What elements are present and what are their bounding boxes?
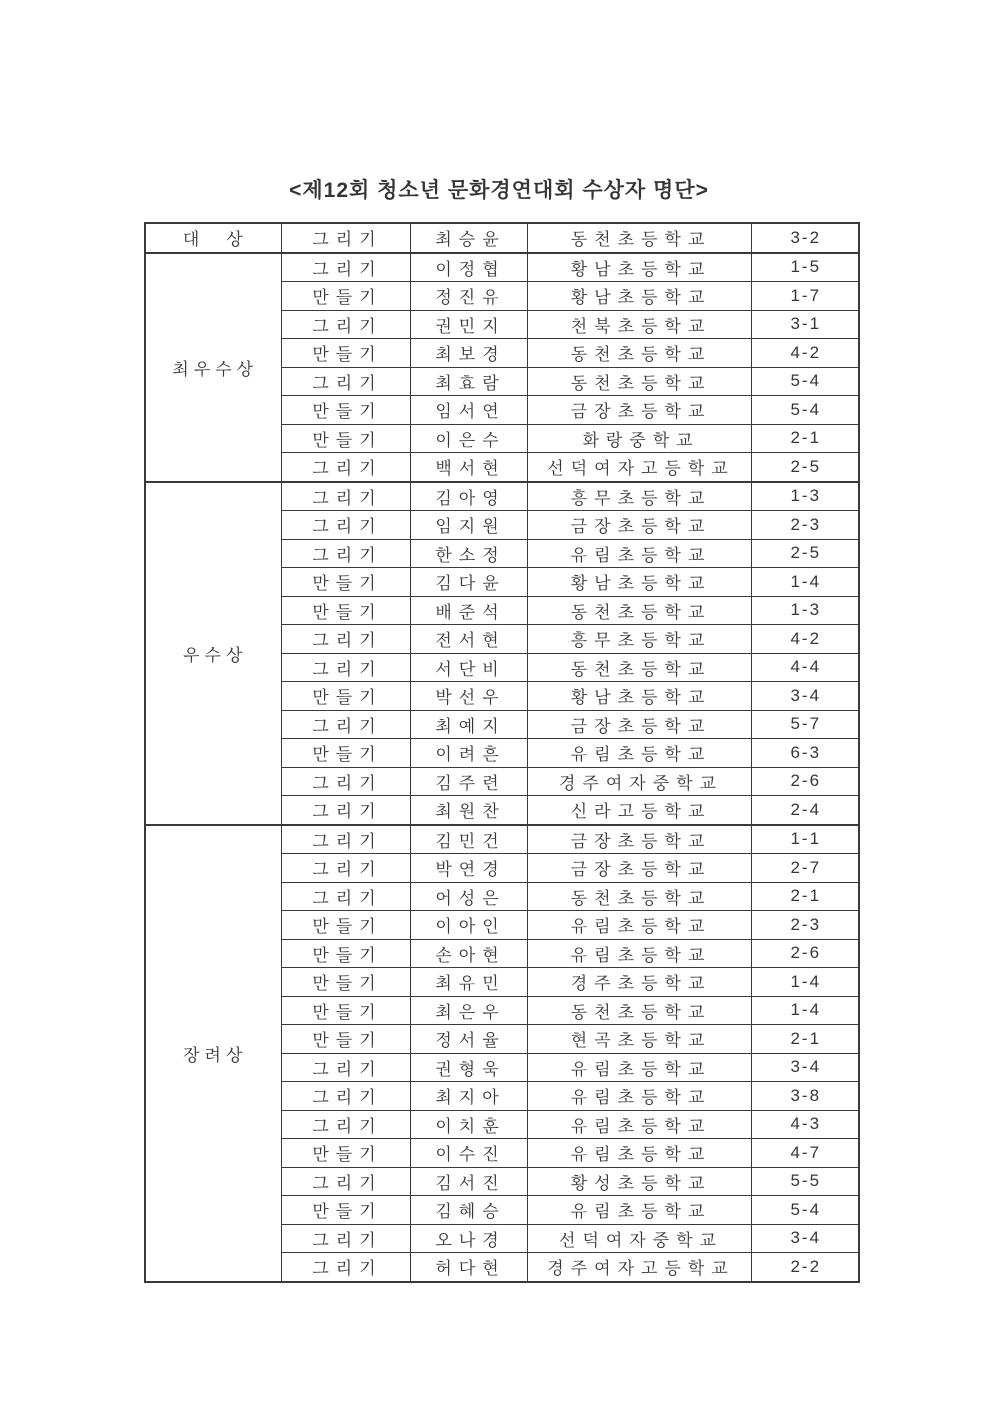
name-cell: 김다윤 xyxy=(410,568,527,597)
name-cell: 권형욱 xyxy=(410,1053,527,1082)
school-cell: 동천초등학교 xyxy=(527,367,751,396)
class-cell: 1-4 xyxy=(751,968,859,997)
class-cell: 2-6 xyxy=(751,939,859,968)
class-cell: 4-2 xyxy=(751,625,859,654)
class-cell: 4-7 xyxy=(751,1139,859,1168)
type-cell: 그리기 xyxy=(281,1253,410,1282)
table-row xyxy=(145,253,859,282)
table-row xyxy=(145,223,859,253)
class-cell: 2-3 xyxy=(751,911,859,940)
class-cell: 2-7 xyxy=(751,854,859,883)
school-cell: 유림초등학교 xyxy=(527,1082,751,1111)
name-cell: 이치훈 xyxy=(410,1110,527,1139)
name-cell: 어성은 xyxy=(410,882,527,911)
name-cell: 김민건 xyxy=(410,825,527,854)
school-cell: 유림초등학교 xyxy=(527,739,751,768)
name-cell: 허다현 xyxy=(410,1253,527,1282)
class-cell: 3-4 xyxy=(751,1224,859,1253)
school-cell: 황남초등학교 xyxy=(527,282,751,311)
award-group-cell: 대 상 xyxy=(145,223,281,253)
name-cell: 임서연 xyxy=(410,396,527,425)
school-cell: 금장초등학교 xyxy=(527,396,751,425)
school-cell: 경주여자중학교 xyxy=(527,767,751,796)
school-cell: 동천초등학교 xyxy=(527,653,751,682)
type-cell: 그리기 xyxy=(281,710,410,739)
class-cell: 1-4 xyxy=(751,568,859,597)
name-cell: 이수진 xyxy=(410,1139,527,1168)
class-cell: 4-2 xyxy=(751,339,859,368)
name-cell: 최예지 xyxy=(410,710,527,739)
school-cell: 유림초등학교 xyxy=(527,1053,751,1082)
table-row xyxy=(145,482,859,511)
name-cell: 정서율 xyxy=(410,1025,527,1054)
type-cell: 그리기 xyxy=(281,482,410,511)
school-cell: 화랑중학교 xyxy=(527,424,751,453)
class-cell: 3-2 xyxy=(751,223,859,253)
type-cell: 그리기 xyxy=(281,1224,410,1253)
type-cell: 만들기 xyxy=(281,996,410,1025)
type-cell: 그리기 xyxy=(281,825,410,854)
type-cell: 그리기 xyxy=(281,796,410,825)
type-cell: 만들기 xyxy=(281,939,410,968)
school-cell: 황성초등학교 xyxy=(527,1167,751,1196)
name-cell: 이은수 xyxy=(410,424,527,453)
type-cell: 만들기 xyxy=(281,282,410,311)
awards-table-body xyxy=(145,223,859,1282)
name-cell: 최원찬 xyxy=(410,796,527,825)
awards-table xyxy=(144,222,860,1283)
type-cell: 그리기 xyxy=(281,511,410,540)
type-cell: 만들기 xyxy=(281,911,410,940)
school-cell: 유림초등학교 xyxy=(527,1196,751,1225)
school-cell: 유림초등학교 xyxy=(527,939,751,968)
class-cell: 3-1 xyxy=(751,310,859,339)
school-cell: 금장초등학교 xyxy=(527,825,751,854)
name-cell: 박선우 xyxy=(410,682,527,711)
class-cell: 1-5 xyxy=(751,253,859,282)
name-cell: 배준석 xyxy=(410,596,527,625)
type-cell: 만들기 xyxy=(281,1196,410,1225)
name-cell: 이려흔 xyxy=(410,739,527,768)
name-cell: 서단비 xyxy=(410,653,527,682)
type-cell: 만들기 xyxy=(281,424,410,453)
name-cell: 최은우 xyxy=(410,996,527,1025)
type-cell: 만들기 xyxy=(281,739,410,768)
class-cell: 5-7 xyxy=(751,710,859,739)
class-cell: 5-4 xyxy=(751,367,859,396)
name-cell: 최유민 xyxy=(410,968,527,997)
table-row xyxy=(145,825,859,854)
name-cell: 김주련 xyxy=(410,767,527,796)
class-cell: 4-4 xyxy=(751,653,859,682)
type-cell: 그리기 xyxy=(281,625,410,654)
school-cell: 신라고등학교 xyxy=(527,796,751,825)
type-cell: 그리기 xyxy=(281,882,410,911)
type-cell: 그리기 xyxy=(281,223,410,253)
page-title: <제12회 청소년 문화경연대회 수상자 명단> xyxy=(289,179,709,202)
class-cell: 2-5 xyxy=(751,539,859,568)
type-cell: 만들기 xyxy=(281,596,410,625)
name-cell: 최보경 xyxy=(410,339,527,368)
type-cell: 만들기 xyxy=(281,1139,410,1168)
type-cell: 만들기 xyxy=(281,682,410,711)
class-cell: 2-3 xyxy=(751,511,859,540)
award-group-cell: 최우수상 xyxy=(145,253,281,482)
class-cell: 2-1 xyxy=(751,1025,859,1054)
class-cell: 1-3 xyxy=(751,596,859,625)
class-cell: 2-4 xyxy=(751,796,859,825)
name-cell: 한소정 xyxy=(410,539,527,568)
type-cell: 그리기 xyxy=(281,367,410,396)
type-cell: 그리기 xyxy=(281,310,410,339)
name-cell: 권민지 xyxy=(410,310,527,339)
school-cell: 금장초등학교 xyxy=(527,854,751,883)
school-cell: 유림초등학교 xyxy=(527,1110,751,1139)
school-cell: 동천초등학교 xyxy=(527,596,751,625)
type-cell: 그리기 xyxy=(281,1053,410,1082)
school-cell: 경주초등학교 xyxy=(527,968,751,997)
type-cell: 만들기 xyxy=(281,396,410,425)
school-cell: 유림초등학교 xyxy=(527,911,751,940)
type-cell: 만들기 xyxy=(281,968,410,997)
school-cell: 황남초등학교 xyxy=(527,253,751,282)
name-cell: 김혜승 xyxy=(410,1196,527,1225)
name-cell: 정진유 xyxy=(410,282,527,311)
class-cell: 3-4 xyxy=(751,1053,859,1082)
type-cell: 그리기 xyxy=(281,253,410,282)
type-cell: 그리기 xyxy=(281,1110,410,1139)
school-cell: 선덕여자고등학교 xyxy=(527,453,751,482)
class-cell: 1-7 xyxy=(751,282,859,311)
name-cell: 김아영 xyxy=(410,482,527,511)
class-cell: 2-1 xyxy=(751,882,859,911)
type-cell: 그리기 xyxy=(281,539,410,568)
name-cell: 이아인 xyxy=(410,911,527,940)
class-cell: 2-1 xyxy=(751,424,859,453)
name-cell: 김서진 xyxy=(410,1167,527,1196)
school-cell: 금장초등학교 xyxy=(527,710,751,739)
school-cell: 흥무초등학교 xyxy=(527,482,751,511)
type-cell: 그리기 xyxy=(281,854,410,883)
class-cell: 1-3 xyxy=(751,482,859,511)
school-cell: 천북초등학교 xyxy=(527,310,751,339)
class-cell: 5-4 xyxy=(751,1196,859,1225)
school-cell: 현곡초등학교 xyxy=(527,1025,751,1054)
type-cell: 그리기 xyxy=(281,1082,410,1111)
type-cell: 그리기 xyxy=(281,1167,410,1196)
type-cell: 만들기 xyxy=(281,339,410,368)
school-cell: 금장초등학교 xyxy=(527,511,751,540)
name-cell: 임지원 xyxy=(410,511,527,540)
name-cell: 오나경 xyxy=(410,1224,527,1253)
class-cell: 5-5 xyxy=(751,1167,859,1196)
award-group-cell: 우수상 xyxy=(145,482,281,825)
class-cell: 2-6 xyxy=(751,767,859,796)
school-cell: 유림초등학교 xyxy=(527,539,751,568)
school-cell: 황남초등학교 xyxy=(527,568,751,597)
school-cell: 동천초등학교 xyxy=(527,223,751,253)
class-cell: 5-4 xyxy=(751,396,859,425)
school-cell: 선덕여자중학교 xyxy=(527,1224,751,1253)
name-cell: 백서현 xyxy=(410,453,527,482)
class-cell: 6-3 xyxy=(751,739,859,768)
class-cell: 4-3 xyxy=(751,1110,859,1139)
type-cell: 만들기 xyxy=(281,568,410,597)
name-cell: 전서현 xyxy=(410,625,527,654)
name-cell: 손아현 xyxy=(410,939,527,968)
name-cell: 이정협 xyxy=(410,253,527,282)
school-cell: 유림초등학교 xyxy=(527,1139,751,1168)
school-cell: 황남초등학교 xyxy=(527,682,751,711)
type-cell: 그리기 xyxy=(281,767,410,796)
name-cell: 최지아 xyxy=(410,1082,527,1111)
award-group-cell: 장려상 xyxy=(145,825,281,1282)
school-cell: 동천초등학교 xyxy=(527,996,751,1025)
school-cell: 경주여자고등학교 xyxy=(527,1253,751,1282)
name-cell: 최승윤 xyxy=(410,223,527,253)
name-cell: 박연경 xyxy=(410,854,527,883)
name-cell: 최효람 xyxy=(410,367,527,396)
class-cell: 1-1 xyxy=(751,825,859,854)
class-cell: 3-8 xyxy=(751,1082,859,1111)
school-cell: 동천초등학교 xyxy=(527,882,751,911)
school-cell: 흥무초등학교 xyxy=(527,625,751,654)
class-cell: 3-4 xyxy=(751,682,859,711)
school-cell: 동천초등학교 xyxy=(527,339,751,368)
class-cell: 2-2 xyxy=(751,1253,859,1282)
class-cell: 1-4 xyxy=(751,996,859,1025)
class-cell: 2-5 xyxy=(751,453,859,482)
type-cell: 그리기 xyxy=(281,653,410,682)
type-cell: 만들기 xyxy=(281,1025,410,1054)
type-cell: 그리기 xyxy=(281,453,410,482)
